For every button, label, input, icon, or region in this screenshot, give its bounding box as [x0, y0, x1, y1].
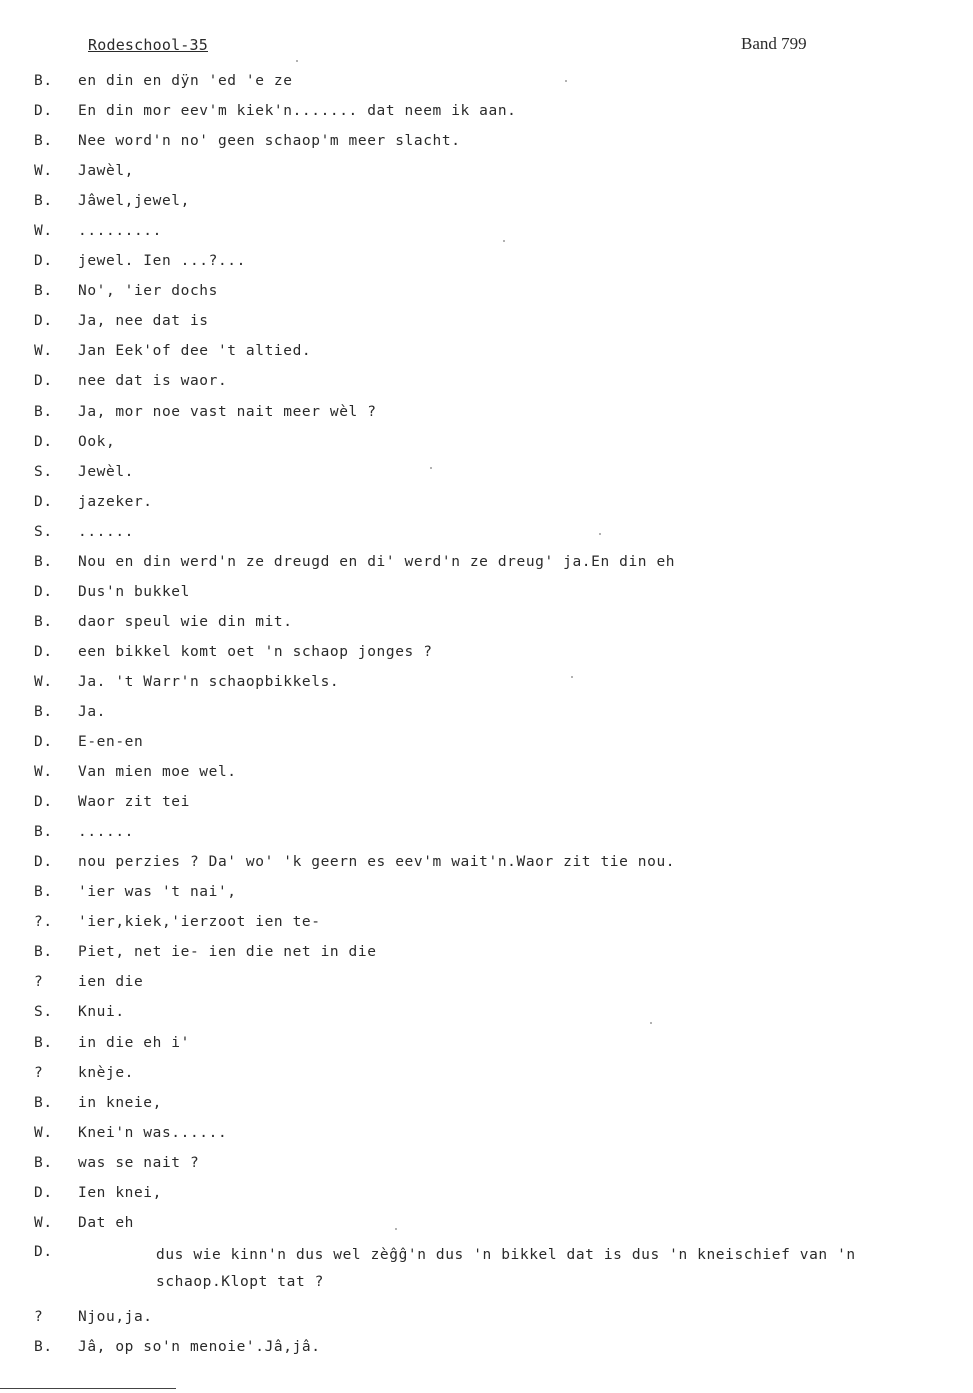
utterance-text: Waor zit tei: [78, 794, 190, 811]
speaker-label: S.: [34, 463, 53, 480]
utterance-text: Piet, net ie- ien die net in die: [78, 944, 377, 961]
transcript-line: [0, 757, 973, 787]
speaker-label: S.: [34, 1004, 53, 1021]
speaker-label: W.: [34, 1214, 53, 1231]
transcript-line: [0, 216, 973, 246]
utterance-text: Jâ, op so'n menoie'.Jâ,jâ.: [78, 1338, 321, 1355]
utterance-text: knèje.: [78, 1064, 134, 1081]
utterance-text: Knei'n was......: [78, 1124, 228, 1141]
transcript-line: [0, 1238, 973, 1302]
speaker-label: B.: [34, 73, 53, 90]
utterance-text: Ja, nee dat is: [78, 313, 209, 330]
transcript-line: [0, 276, 973, 306]
utterance-text: Jan Eek'of dee 't altied.: [78, 343, 312, 360]
utterance-text: No', 'ier dochs: [78, 283, 218, 300]
speaker-label: D.: [34, 643, 53, 660]
utterance-text: jewel. Ien ...?...: [78, 253, 246, 270]
utterance-text: nou perzies ? Da' wo' 'k geern es eev'm wait'n.Waor zit tie nou.: [78, 854, 676, 871]
speaker-label: ?.: [34, 914, 53, 931]
transcript-line: [0, 877, 973, 907]
speaker-label: W.: [34, 163, 53, 180]
utterance-text: ......: [78, 824, 134, 841]
transcript-line: [0, 156, 973, 186]
speaker-label: ?: [34, 974, 44, 991]
transcript-line: [0, 306, 973, 336]
speaker-label: ?: [34, 1064, 44, 1081]
transcript-line: [0, 336, 973, 366]
transcript-line: [0, 126, 973, 156]
speaker-label: B.: [34, 944, 53, 961]
speaker-label: D.: [34, 253, 53, 270]
utterance-text: Nee word'n no' geen schaop'm meer slacht.: [78, 133, 461, 150]
transcript-line: [0, 787, 973, 817]
utterance-text: Jewèl.: [78, 463, 134, 480]
transcript-line: [0, 487, 973, 517]
speaker-label: D.: [34, 794, 53, 811]
transcript-line: [0, 607, 973, 637]
utterance-text: Ien knei,: [78, 1184, 162, 1201]
speaker-label: D.: [34, 433, 53, 450]
band-number: Band 799: [741, 34, 807, 53]
transcript-line: [0, 1148, 973, 1178]
utterance-text: ......: [78, 523, 134, 540]
transcript-line: [0, 727, 973, 757]
utterance-text: was se nait ?: [78, 1154, 200, 1171]
utterance-text: Knui.: [78, 1004, 125, 1021]
speaker-label: B.: [34, 1034, 53, 1051]
speaker-label: D.: [34, 103, 53, 120]
transcript-lines: [0, 66, 973, 1362]
utterance-text: jazeker.: [78, 493, 153, 510]
speaker-label: D.: [34, 583, 53, 600]
transcript-line: [0, 246, 973, 276]
transcript-line: [0, 967, 973, 997]
speaker-label: D.: [34, 1243, 53, 1260]
transcript-line: [0, 1302, 973, 1332]
speaker-label: D.: [34, 313, 53, 330]
transcript-line: [0, 667, 973, 697]
utterance-text: een bikkel komt oet 'n schaop jonges ?: [78, 643, 433, 660]
transcript-line: [0, 427, 973, 457]
speaker-label: W.: [34, 223, 53, 240]
transcript-line: [0, 66, 973, 96]
transcript-line: [0, 1118, 973, 1148]
speaker-label: W.: [34, 673, 53, 690]
transcript-line: [0, 186, 973, 216]
utterance-text: Van mien moe wel.: [78, 764, 237, 781]
transcript-line: [0, 937, 973, 967]
transcript-line: [0, 847, 973, 877]
utterance-text: E-en-en: [78, 734, 144, 751]
transcript-line: [0, 1088, 973, 1118]
utterance-text: Ook,: [78, 433, 116, 450]
footer-rule: [0, 1388, 176, 1389]
speaker-label: B.: [34, 704, 53, 720]
speaker-label: B.: [34, 193, 53, 210]
utterance-text: Ja, mor noe vast nait meer wèl ?: [78, 403, 377, 420]
speaker-label: D.: [34, 493, 53, 510]
speaker-label: W.: [34, 1124, 53, 1141]
utterance-text: Jawèl,: [78, 163, 134, 180]
scan-speck: [395, 1228, 397, 1230]
utterance-text: Dat eh: [78, 1214, 134, 1231]
speaker-label: B.: [34, 1094, 53, 1111]
utterance-text: en din en dÿn 'ed 'e ze: [78, 73, 293, 90]
speaker-label: W.: [34, 343, 53, 360]
speaker-label: D.: [34, 734, 53, 751]
transcript-line: [0, 366, 973, 396]
transcript-line: [0, 1028, 973, 1058]
transcript-line: [0, 397, 973, 427]
utterance-text: ien die: [78, 974, 144, 991]
scan-speck: [503, 240, 505, 242]
scan-speck: [430, 467, 432, 469]
speaker-label: D.: [34, 373, 53, 390]
speaker-label: D.: [34, 854, 53, 871]
scan-speck: [565, 80, 567, 82]
document-title: Rodeschool-35: [88, 36, 208, 54]
transcript-line: [0, 457, 973, 487]
speaker-label: W.: [34, 764, 53, 781]
utterance-text: En din mor eev'm kiek'n....... dat neem ik aan.: [78, 103, 517, 120]
transcript-line: [0, 577, 973, 607]
speaker-label: B.: [34, 133, 53, 150]
speaker-label: B.: [34, 884, 53, 901]
transcript-line: [0, 1178, 973, 1208]
speaker-label: B.: [34, 283, 53, 300]
utterance-text: Ja.: [78, 704, 106, 720]
utterance-text: Njou,ja.: [78, 1308, 153, 1325]
utterance-text: in kneie,: [78, 1094, 162, 1111]
speaker-label: B.: [34, 553, 53, 570]
utterance-text: Ja. 't Warr'n schaopbikkels.: [78, 673, 340, 690]
scan-speck: [650, 1022, 652, 1024]
transcript-line: [0, 1332, 973, 1362]
transcript-line: [0, 1058, 973, 1088]
utterance-text: in die eh i': [78, 1034, 190, 1051]
speaker-label: B.: [34, 613, 53, 630]
speaker-label: B.: [34, 1154, 53, 1171]
transcript-line: [0, 547, 973, 577]
utterance-text: Nou en din werd'n ze dreugd en di' werd'n ze dreug' ja.En din eh: [78, 553, 676, 570]
speaker-label: ?: [34, 1308, 44, 1325]
speaker-label: D.: [34, 1184, 53, 1201]
utterance-text: Jâwel,jewel,: [78, 193, 190, 210]
transcript-line: [0, 817, 973, 847]
transcript-line: [0, 96, 973, 126]
utterance-text: 'ier was 't nai',: [78, 884, 237, 901]
utterance-text: 'ier,kiek,'ierzoot ien te-: [78, 914, 321, 931]
utterance-text: dus wie kinn'n dus wel zèĝĝ'n dus 'n bikkel dat is dus 'n kneischief van 'n schaop.Klopt tat ?: [156, 1246, 856, 1290]
utterance-text: Dus'n bukkel: [78, 583, 190, 600]
speaker-label: B.: [34, 403, 53, 420]
speaker-label: S.: [34, 523, 53, 540]
transcript-line: [0, 907, 973, 937]
transcript-line: [0, 517, 973, 547]
scan-speck: [296, 60, 298, 62]
scan-speck: [571, 676, 573, 678]
scan-speck: [599, 533, 601, 535]
speaker-label: B.: [34, 824, 53, 841]
utterance-text: .........: [78, 223, 162, 240]
utterance-text: nee dat is waor.: [78, 373, 228, 390]
transcript-line: [0, 697, 973, 727]
speaker-label: B.: [34, 1338, 53, 1355]
utterance-text: daor speul wie din mit.: [78, 613, 293, 630]
transcript-line: [0, 637, 973, 667]
transcript-line: [0, 997, 973, 1027]
transcript-line: [0, 1208, 973, 1238]
